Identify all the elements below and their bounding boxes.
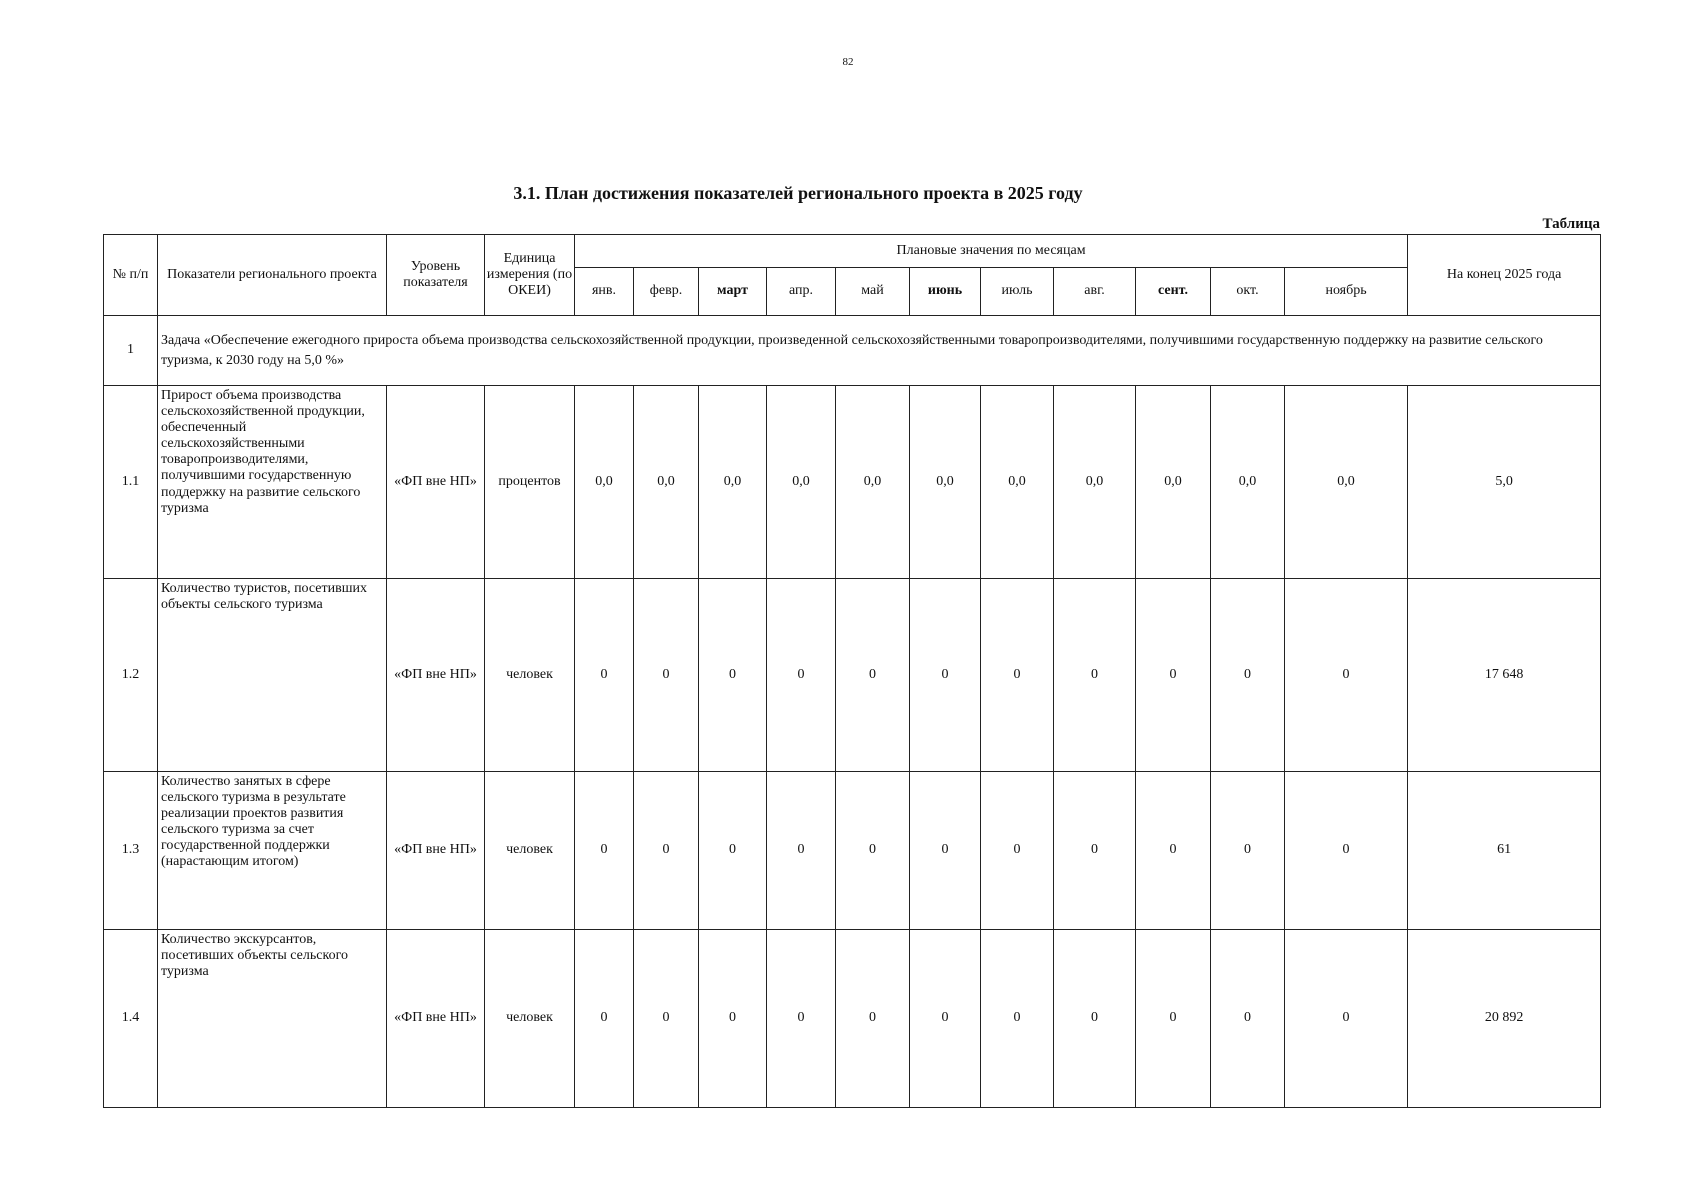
row-month-value: 0 — [1211, 772, 1285, 930]
row-month-value: 0,0 — [699, 386, 767, 579]
row-level: «ФП вне НП» — [387, 772, 485, 930]
row-indicator-name: Количество занятых в сфере сельского туризма в результате реализации проектов развития сельского туризма за счет государственной поддержки (нарастающим итогом) — [158, 772, 387, 930]
row-month-value: 0 — [699, 772, 767, 930]
row-month-value: 0,0 — [575, 386, 634, 579]
row-month-value: 0,0 — [981, 386, 1054, 579]
row-end-value: 17 648 — [1408, 579, 1601, 772]
row-indicator-name: Количество экскурсантов, посетивших объекты сельского туризма — [158, 930, 387, 1108]
header-num: № п/п — [104, 235, 158, 316]
row-month-value: 0 — [575, 579, 634, 772]
row-month-value: 0,0 — [1136, 386, 1211, 579]
task-num: 1 — [104, 316, 158, 386]
header-month: авг. — [1054, 268, 1136, 316]
table-caption: Таблица — [1542, 216, 1600, 232]
table-row — [104, 579, 1601, 772]
row-month-value: 0 — [575, 930, 634, 1108]
row-num: 1.2 — [104, 579, 158, 772]
row-month-value: 0,0 — [1211, 386, 1285, 579]
header-row-1 — [104, 235, 1601, 268]
row-month-value: 0 — [1136, 772, 1211, 930]
header-month: март — [699, 268, 767, 316]
header-month: окт. — [1211, 268, 1285, 316]
row-month-value: 0,0 — [910, 386, 981, 579]
row-month-value: 0 — [1285, 930, 1408, 1108]
header-monthly: Плановые значения по месяцам — [575, 235, 1408, 268]
row-month-value: 0 — [1211, 930, 1285, 1108]
task-text: Задача «Обеспечение ежегодного прироста объема производства сельскохозяйственной продукции, произведенной сельскохозяйственными товаропроизводителями, получившими государственную поддержку на развитие сельского туризма, к 2030 году на 5,0 %» — [158, 316, 1601, 386]
table-row — [104, 772, 1601, 930]
document-title: 3.1. План достижения показателей регионального проекта в 2025 году — [513, 183, 1083, 203]
row-unit: человек — [485, 772, 575, 930]
table-row — [104, 930, 1601, 1108]
row-month-value: 0 — [767, 579, 836, 772]
row-month-value: 0 — [1285, 579, 1408, 772]
header-month: июнь — [910, 268, 981, 316]
header-end-of-year: На конец 2025 года — [1408, 235, 1601, 316]
row-month-value: 0 — [836, 579, 910, 772]
header-month: ноябрь — [1285, 268, 1408, 316]
row-month-value: 0,0 — [767, 386, 836, 579]
row-end-value: 61 — [1408, 772, 1601, 930]
row-indicator-name: Количество туристов, посетивших объекты сельского туризма — [158, 579, 387, 772]
row-end-value: 20 892 — [1408, 930, 1601, 1108]
row-month-value: 0 — [699, 579, 767, 772]
header-month: сент. — [1136, 268, 1211, 316]
row-month-value: 0 — [634, 772, 699, 930]
plan-table — [103, 234, 1601, 1108]
row-level: «ФП вне НП» — [387, 930, 485, 1108]
header-level: Уровень показателя — [387, 235, 485, 316]
row-month-value: 0 — [575, 772, 634, 930]
header-month: май — [836, 268, 910, 316]
row-month-value: 0 — [910, 772, 981, 930]
row-month-value: 0 — [836, 930, 910, 1108]
row-month-value: 0 — [634, 579, 699, 772]
row-month-value: 0,0 — [1054, 386, 1136, 579]
row-num: 1.4 — [104, 930, 158, 1108]
row-level: «ФП вне НП» — [387, 579, 485, 772]
row-month-value: 0 — [981, 930, 1054, 1108]
row-month-value: 0 — [1054, 772, 1136, 930]
header-month: февр. — [634, 268, 699, 316]
row-month-value: 0 — [836, 772, 910, 930]
row-month-value: 0 — [981, 772, 1054, 930]
row-month-value: 0,0 — [634, 386, 699, 579]
task-row — [104, 316, 1601, 386]
row-month-value: 0 — [910, 579, 981, 772]
row-month-value: 0 — [1054, 579, 1136, 772]
row-month-value: 0 — [634, 930, 699, 1108]
row-month-value: 0 — [1136, 579, 1211, 772]
table-row — [104, 386, 1601, 579]
row-month-value: 0 — [1211, 579, 1285, 772]
row-unit: человек — [485, 930, 575, 1108]
row-month-value: 0,0 — [836, 386, 910, 579]
header-month: апр. — [767, 268, 836, 316]
row-month-value: 0 — [1285, 772, 1408, 930]
header-month: июль — [981, 268, 1054, 316]
row-unit: процентов — [485, 386, 575, 579]
row-level: «ФП вне НП» — [387, 386, 485, 579]
row-month-value: 0 — [767, 772, 836, 930]
header-unit: Единица измерения (по ОКЕИ) — [485, 235, 575, 316]
row-month-value: 0,0 — [1285, 386, 1408, 579]
row-num: 1.1 — [104, 386, 158, 579]
header-month: янв. — [575, 268, 634, 316]
row-month-value: 0 — [767, 930, 836, 1108]
row-month-value: 0 — [981, 579, 1054, 772]
row-num: 1.3 — [104, 772, 158, 930]
row-month-value: 0 — [910, 930, 981, 1108]
row-month-value: 0 — [699, 930, 767, 1108]
row-indicator-name: Прирост объема производства сельскохозяйственной продукции, обеспеченный сельскохозяйственными товаропроизводителями, получившими государственную поддержку на развитие сельского туризма — [158, 386, 387, 579]
row-month-value: 0 — [1054, 930, 1136, 1108]
row-month-value: 0 — [1136, 930, 1211, 1108]
row-end-value: 5,0 — [1408, 386, 1601, 579]
header-indicator: Показатели регионального проекта — [158, 235, 387, 316]
row-unit: человек — [485, 579, 575, 772]
page-number: 82 — [842, 56, 854, 68]
